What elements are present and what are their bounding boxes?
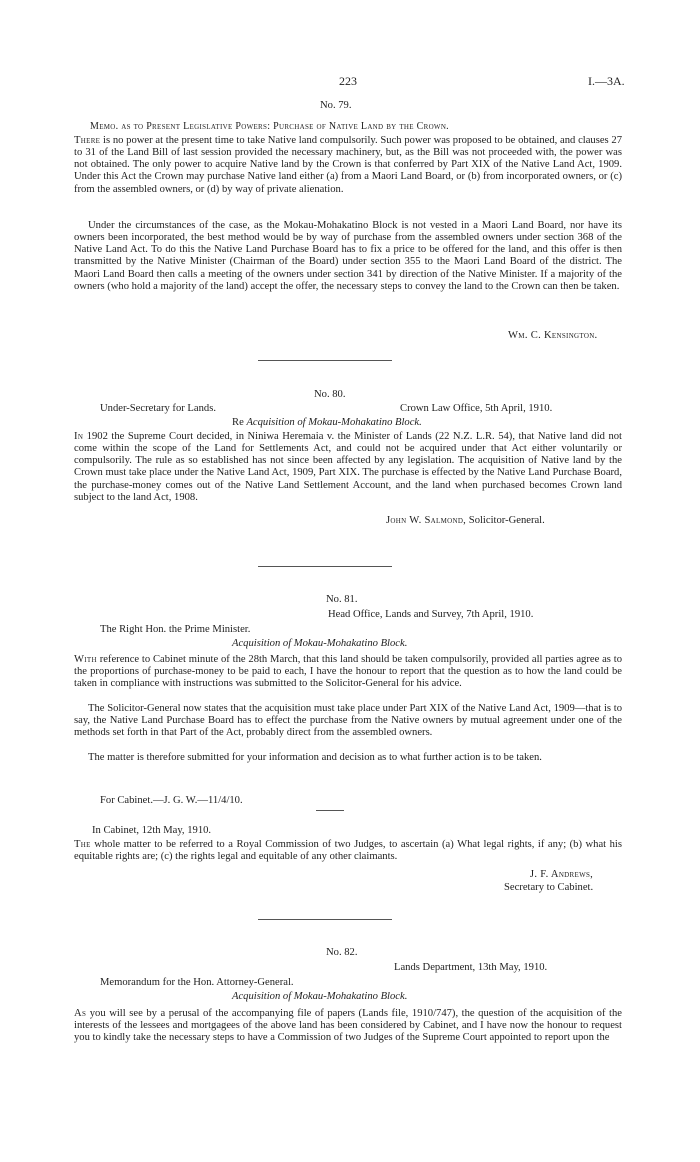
section-82-p1-text: you will see by a perusal of the accompanying file of papers (Lands file, 1910/747), the question of the acquisition of the interests of the lessees and mortgagees of the above land has been considered by Cabinet, and I have now the honour to request you to kindly take the necessary steps to have a Commission of two Judges of the Supreme Court appointed to report upon the	[74, 1008, 622, 1044]
section-80-subject	[232, 417, 422, 428]
section-81-paragraph-3	[74, 752, 622, 764]
section-79-paragraph-2	[74, 220, 622, 293]
section-81-sig-name: J. F. Andrews,	[529, 869, 594, 880]
section-82-paragraph-1	[74, 1008, 622, 1044]
section-81-paragraph-1	[74, 654, 622, 690]
section-81-short-rule	[316, 810, 344, 811]
section-82-p1-lead: As	[74, 1008, 87, 1019]
divider-79-80	[258, 360, 392, 361]
section-81-signature	[478, 868, 593, 894]
section-81-subject: Acquisition of Mokau-Mohakatino Block.	[232, 638, 408, 649]
section-81-paragraph-4	[74, 839, 622, 863]
section-81-addressee: The Right Hon. the Prime Minister.	[100, 624, 251, 635]
section-81-paragraph-2	[74, 703, 622, 739]
section-82-subject: Acquisition of Mokau-Mohakatino Block.	[232, 991, 408, 1002]
section-81-sig-title: Secretary to Cabinet.	[504, 882, 594, 893]
section-81-p1-text: reference to Cabinet minute of the 28th March, that this land should be taken compulsorily, provided all parties agree as to the proportions of purchase-money to be paid to each, I have the honour to report that the question as to how the land could be taken in compliance with instructions was submitted to the Solicitor-General for his advice.	[74, 654, 622, 690]
section-80-p1-lead: In	[74, 431, 84, 442]
section-80-sig-name: John W. Salmond,	[386, 515, 467, 526]
section-79-signature: Wm. C. Kensington.	[508, 330, 598, 341]
section-80-addressee: Under-Secretary for Lands.	[100, 403, 216, 414]
section-80-paragraph-1	[74, 431, 622, 504]
section-80-re-prefix: Re	[232, 417, 244, 428]
section-81-origin: Head Office, Lands and Survey, 7th April, 1910.	[328, 609, 534, 620]
section-81-p4-lead: The	[74, 839, 91, 850]
section-80-number: No. 80.	[314, 389, 346, 400]
section-79-number: No. 79.	[320, 100, 352, 111]
section-81-p3-text: The matter is therefore submitted for your information and decision as to what further action is to be taken.	[88, 752, 542, 763]
section-81-number: No. 81.	[326, 594, 358, 605]
page-number: 223	[339, 74, 357, 88]
section-79-p1-text: is no power at the present time to take Native land compulsorily. Such power was proposed to be obtained, and clauses 27 to 31 of the Land Bill of last session provided the necessary machinery, but, as the Bill was not proceeded with, the power was not obtained. The only power to acquire Native land by the Crown is that conferred by Part XIX of the Native Land Act, 1909. Under this Act the Crown may purchase Native land either (a) from a Maori Land Board, or (b) from incorporated owners, or (c) from the assembled owners, or (d) by way of private alienation.	[74, 135, 623, 195]
section-80-origin: Crown Law Office, 5th April, 1910.	[400, 403, 553, 414]
section-79-p2-text: Under the circumstances of the case, as the Mokau-Mohakatino Block is not vested in a Maori Land Board, nor have its owners been incorporated, the best method would be by way of purchase from the assembled owners under section 368 of the Native Land Act. To do this the Native Land Purchase Board has to fix a price to be offered for the land, and this offer is then transmitted by the Native Minister (Chairman of the Board) under section 355 to the Maori Land Board of the district. The Maori Land Board then calls a meeting of the owners under section 341 by direction of the Native Minister. If a majority of the owners (who hold a majority of the land) accept the offer, the necessary steps to convey the land to the Crown can then be taken.	[74, 220, 622, 292]
section-82-number: No. 82.	[326, 947, 358, 958]
section-82-origin: Lands Department, 13th May, 1910.	[394, 962, 548, 973]
section-81-cabinet-note: For Cabinet.—J. G. W.—11/4/10.	[100, 795, 243, 806]
divider-81-82	[258, 919, 392, 920]
section-81-cabinet-date: In Cabinet, 12th May, 1910.	[92, 825, 212, 836]
section-79-title: Memo. as to Present Legislative Powers: Purchase of Native Land by the Crown.	[90, 121, 449, 132]
section-80-sig-title: Solicitor-General.	[468, 515, 545, 526]
section-79-paragraph-1	[74, 135, 622, 196]
section-81-p4-text: whole matter to be referred to a Royal Commission of two Judges, to ascertain (a) What legal rights, if any; (b) what his equitable rights are; (c) the rights legal and equitable of any other claimants.	[74, 839, 622, 863]
section-81-p1-lead: With	[74, 654, 97, 665]
section-81-p2-text: The Solicitor-General now states that the acquisition must take place under Part XIX of the Native Land Act, 1909—that is to say, the Native Land Purchase Board has to effect the purchase from the Native owners by mutual agreement under one of the methods set forth in that Part of the Act, probably direct from the assembled owners.	[74, 703, 622, 739]
section-79-p1-lead: There	[74, 135, 101, 146]
section-80-signature	[386, 515, 545, 526]
section-82-addressee: Memorandum for the Hon. Attorney-General.	[100, 977, 294, 988]
divider-80-81	[258, 566, 392, 567]
section-80-re-subject: Acquisition of Mokau-Mohakatino Block.	[246, 417, 422, 428]
section-80-p1-text: 1902 the Supreme Court decided, in Niniwa Heremaia v. the Minister of Lands (22 N.Z. L.R. 54), that Native land did not come within the scope of the Land for Settlements Act, and could not be acquired under that Act either voluntarily or compulsorily. The rule as so established has not since been affected by any legislation. The acquisition of Native land by the Crown must take place under the Native Land Act, 1909, Part XIX. The purchase is effected by the Native Land Purchase Board, the purchase-money comes out of the Native Land Settlement Account, and the land when purchased becomes Crown land subject to the land Act, 1908.	[74, 431, 622, 503]
document-reference: I.—3A.	[588, 74, 625, 88]
